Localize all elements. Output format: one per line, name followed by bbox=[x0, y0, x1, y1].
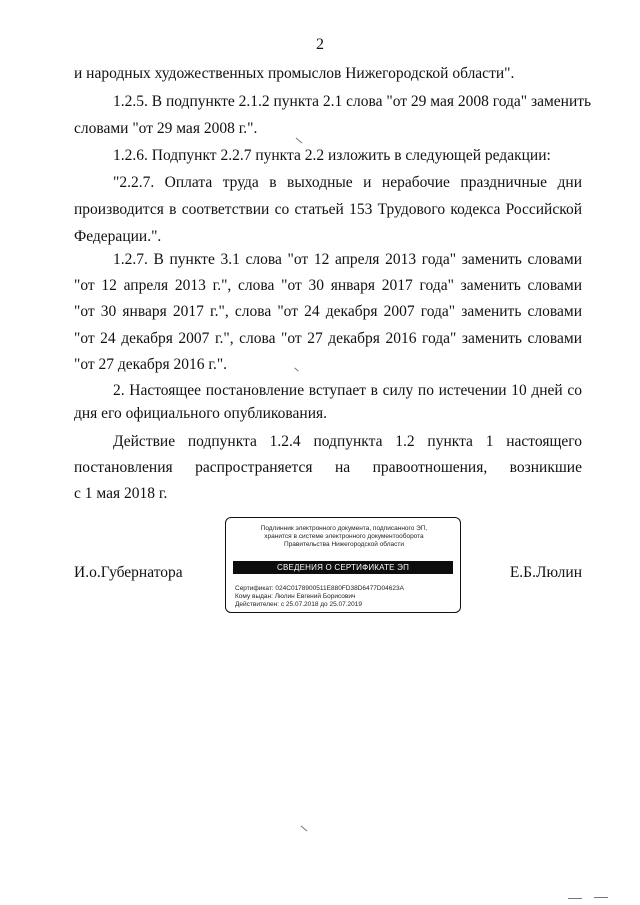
stamp-info bbox=[235, 585, 404, 609]
signatory-name: Е.Б.Люлин bbox=[509, 564, 582, 581]
text-line: 1.2.5. В подпункте 2.1.2 пункта 2.1 слова "от 29 мая 2008 года" заменить bbox=[113, 93, 592, 110]
stamp-header-line: хранится в системе электронного документооборота bbox=[264, 533, 424, 540]
text-line: дня его официального опубликования. bbox=[74, 405, 328, 422]
stamp-title-bar: СВЕДЕНИЯ О СЕРТИФИКАТЕ ЭП bbox=[233, 561, 453, 574]
signatory-position: И.о.Губернатора bbox=[74, 564, 183, 581]
text-line: Федерации.". bbox=[74, 228, 162, 245]
text-line: "от 30 января 2017 г.", слова "от 24 декабря 2007 года" заменить словами bbox=[74, 303, 582, 320]
text-line: с 1 мая 2018 г. bbox=[74, 485, 168, 502]
scan-mark bbox=[568, 898, 582, 899]
text-line: словами "от 29 мая 2008 г.". bbox=[74, 120, 258, 137]
text-line: постановления распространяется на правоотношения, возникшие bbox=[74, 459, 582, 476]
stamp-issued-to: Кому выдан: Люлин Евгений Борисович bbox=[235, 593, 356, 600]
stamp-header-line: Правительства Нижегородской области bbox=[283, 541, 405, 548]
text-line: 1.2.7. В пункте 3.1 слова "от 12 апреля 2013 года" заменить словами bbox=[113, 251, 582, 268]
stamp-header bbox=[226, 525, 462, 549]
text-line: 2. Настоящее постановление вступает в силу по истечении 10 дней со bbox=[113, 382, 582, 399]
scan-mark bbox=[301, 826, 308, 832]
scan-mark bbox=[594, 897, 608, 898]
text-line: "от 12 апреля 2013 г.", слова "от 30 января 2017 года" заменить словами bbox=[74, 277, 582, 294]
text-line: производится в соответствии со статьей 153 Трудового кодекса Российской bbox=[74, 201, 582, 218]
stamp-header-line: Подлинник электронного документа, подписанного ЭП, bbox=[260, 525, 428, 532]
e-signature-stamp bbox=[225, 517, 461, 613]
text-line: "от 24 декабря 2007 г.", слова "от 27 декабря 2016 года" заменить словами bbox=[74, 330, 582, 347]
page-number: 2 bbox=[316, 36, 324, 53]
stamp-validity: Действителен: с 25.07.2018 до 25.07.2019 bbox=[235, 601, 363, 608]
text-line: "2.2.7. Оплата труда в выходные и нерабочие праздничные дни bbox=[113, 174, 582, 191]
text-line: и народных художественных промыслов Нижегородской области". bbox=[74, 65, 515, 82]
text-line: "от 27 декабря 2016 г.". bbox=[74, 356, 228, 373]
stamp-certificate: Сертификат: 024C0178900511E880FD38D6477D04623A bbox=[235, 585, 404, 592]
text-line: Действие подпункта 1.2.4 подпункта 1.2 пункта 1 настоящего bbox=[113, 433, 582, 450]
text-line: 1.2.6. Подпункт 2.2.7 пункта 2.2 изложить в следующей редакции: bbox=[113, 147, 551, 164]
